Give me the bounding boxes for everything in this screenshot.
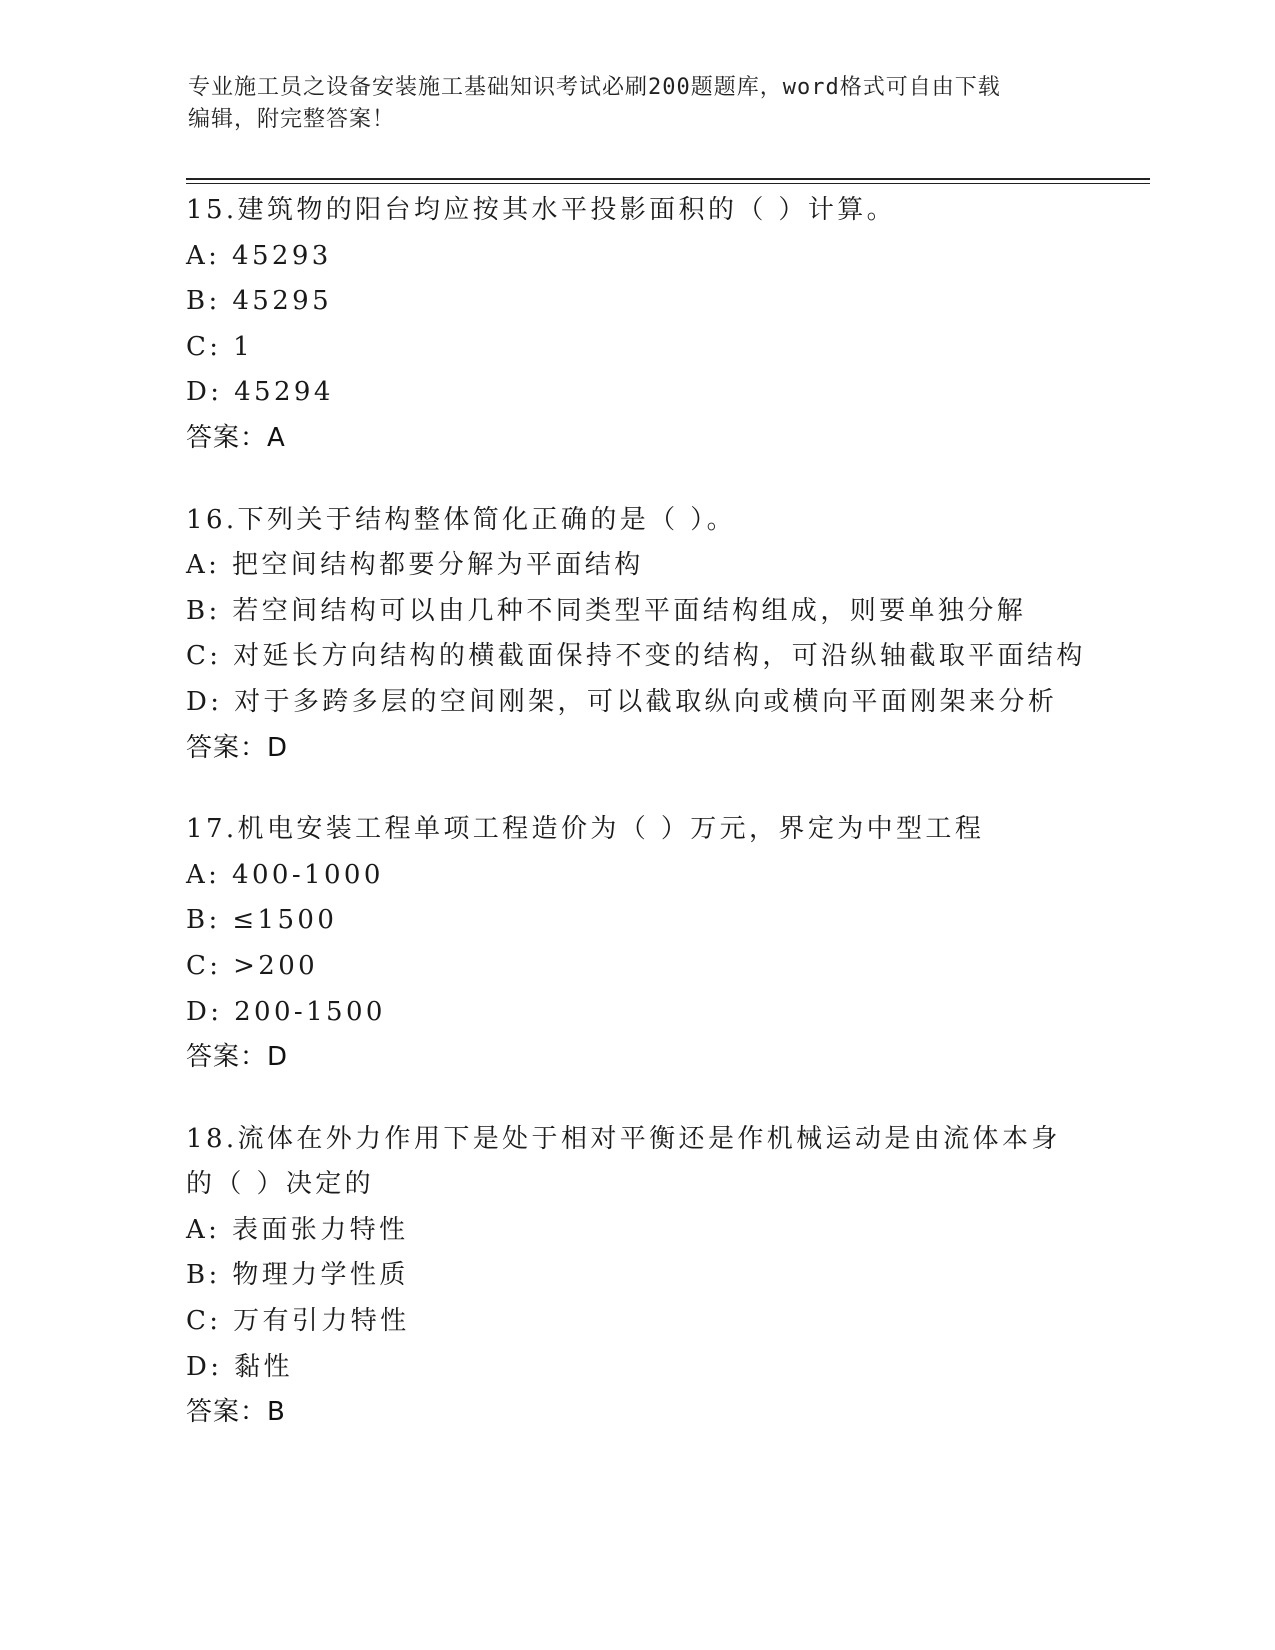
- option-b: B: 物理力学性质: [186, 1260, 409, 1291]
- option-c: C: >200: [186, 950, 319, 981]
- question-stem: 18.流体在外力作用下是处于相对平衡还是作机械运动是由流体本身的（ ）决定的: [186, 1123, 1061, 1200]
- option-a: A: 45293: [186, 240, 332, 271]
- answer: 答案：D: [186, 1042, 289, 1073]
- option-d: D: 对于多跨多层的空间刚架，可以截取纵向或横向平面刚架来分析: [186, 686, 1058, 717]
- option-d: D: 45294: [186, 377, 334, 408]
- question-stem: 15.建筑物的阳台均应按其水平投影面积的（ ）计算。: [186, 195, 897, 225]
- header-line-2: 编辑，附完整答案！: [188, 107, 396, 132]
- option-d: D: 200-1500: [186, 996, 386, 1027]
- option-c: C: 万有引力特性: [186, 1306, 410, 1337]
- option-a: A: 400-1000: [186, 859, 384, 890]
- document-header: [188, 72, 1068, 136]
- option-a: A: 把空间结构都要分解为平面结构: [186, 550, 644, 581]
- header-line-1: 专业施工员之设备安装施工基础知识考试必刷200题题库，word格式可自由下载: [188, 75, 1001, 100]
- answer: 答案：A: [186, 422, 286, 453]
- question-16: [186, 498, 1086, 772]
- header-divider-thin: [186, 183, 1150, 184]
- question-stem: 17.机电安装工程单项工程造价为（ ）万元，界定为中型工程: [186, 814, 985, 845]
- header-divider-thick: [186, 178, 1150, 180]
- option-b: B: ≤1500: [186, 905, 338, 936]
- option-d: D: 黏性: [186, 1351, 293, 1382]
- answer: 答案：B: [186, 1397, 286, 1428]
- option-b: B: 若空间结构可以由几种不同类型平面结构组成，则要单独分解: [186, 595, 1027, 626]
- question-stem: 16.下列关于结构整体简化正确的是（ ）。: [186, 504, 737, 535]
- option-b: B: 45295: [186, 286, 333, 317]
- option-c: C: 对延长方向结构的横截面保持不变的结构，可沿纵轴截取平面结构: [186, 641, 1086, 672]
- option-c: C: 1: [186, 331, 254, 362]
- option-a: A: 表面张力特性: [186, 1214, 409, 1245]
- question-list: [186, 188, 1086, 1472]
- question-18: [186, 1117, 1086, 1436]
- answer: 答案：D: [186, 732, 289, 763]
- question-15: [186, 188, 1086, 462]
- question-17: [186, 807, 1086, 1081]
